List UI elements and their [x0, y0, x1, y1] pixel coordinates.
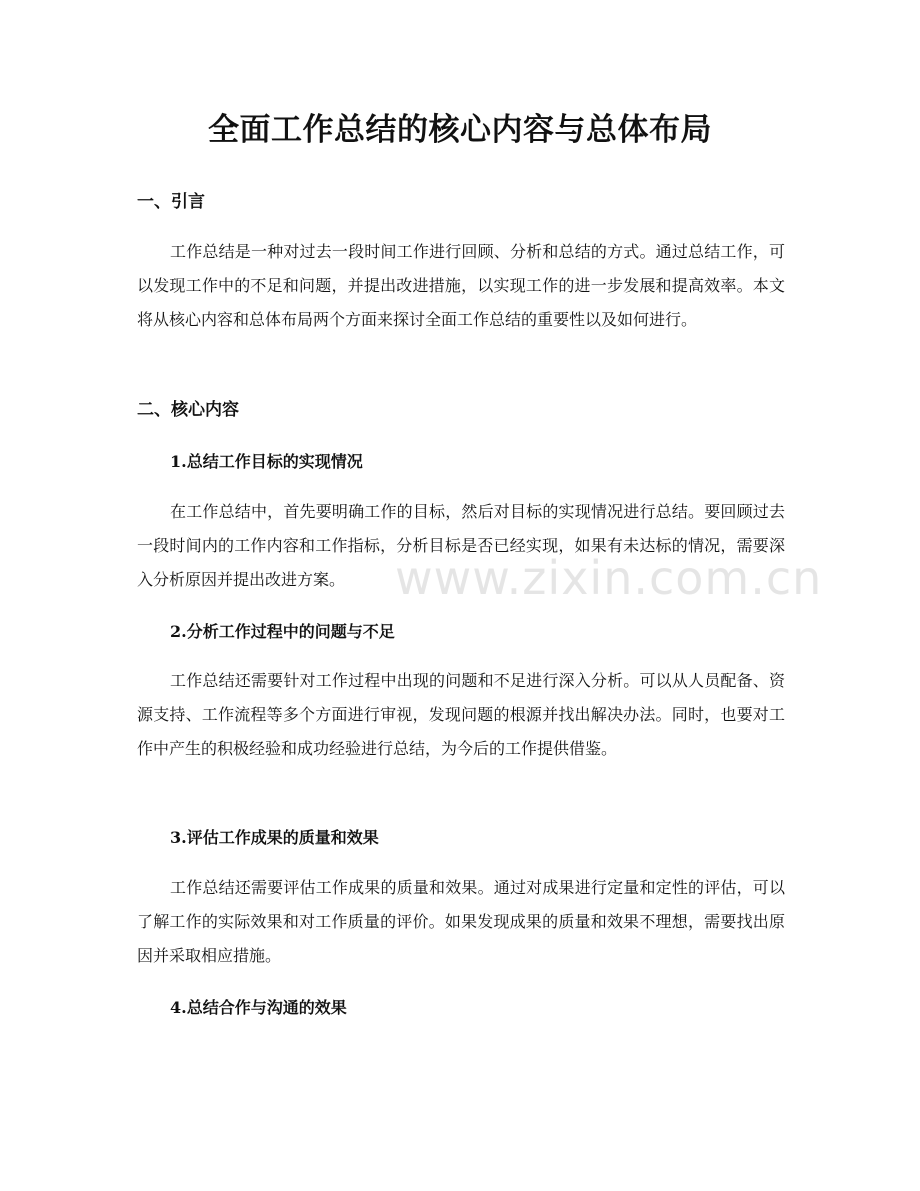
subsection-heading-4: 4.总结合作与沟通的效果	[170, 998, 347, 1017]
subsection-paragraph-1: 在工作总结中，首先要明确工作的目标，然后对目标的实现情况进行总结。要回顾过去一段时间内的工作内容和工作指标，分析目标是否已经实现，如果有未达标的情况，需要深入分析原因并提出改进方案。	[137, 502, 785, 589]
section-heading-core-content: 二、核心内容	[137, 400, 239, 420]
document-title: 全面工作总结的核心内容与总体布局	[208, 112, 712, 148]
subsection-paragraph-2: 工作总结还需要针对工作过程中出现的问题和不足进行深入分析。可以从人员配备、资源支持、工作流程等多个方面进行审视，发现问题的根源并找出解决办法。同时，也要对工作中产生的积极经验和成功经验进行总结，为今后的工作提供借鉴。	[137, 671, 785, 758]
subsection-heading-2: 2.分析工作过程中的问题与不足	[170, 622, 395, 641]
watermark-text: www.zixin.com.cn	[395, 551, 823, 605]
subsection-heading-1: 1.总结工作目标的实现情况	[170, 452, 363, 471]
section-heading-introduction: 一、引言	[137, 192, 205, 212]
subsection-paragraph-3: 工作总结还需要评估工作成果的质量和效果。通过对成果进行定量和定性的评估，可以了解工作的实际效果和对工作质量的评价。如果发现成果的质量和效果不理想，需要找出原因并采取相应措施。	[137, 878, 785, 965]
introduction-paragraph: 工作总结是一种对过去一段时间工作进行回顾、分析和总结的方式。通过总结工作，可以发现工作中的不足和问题，并提出改进措施，以实现工作的进一步发展和提高效率。本文将从核心内容和总体布局两个方面来探讨全面工作总结的重要性以及如何进行。	[137, 242, 785, 329]
subsection-heading-3: 3.评估工作成果的质量和效果	[170, 828, 379, 847]
